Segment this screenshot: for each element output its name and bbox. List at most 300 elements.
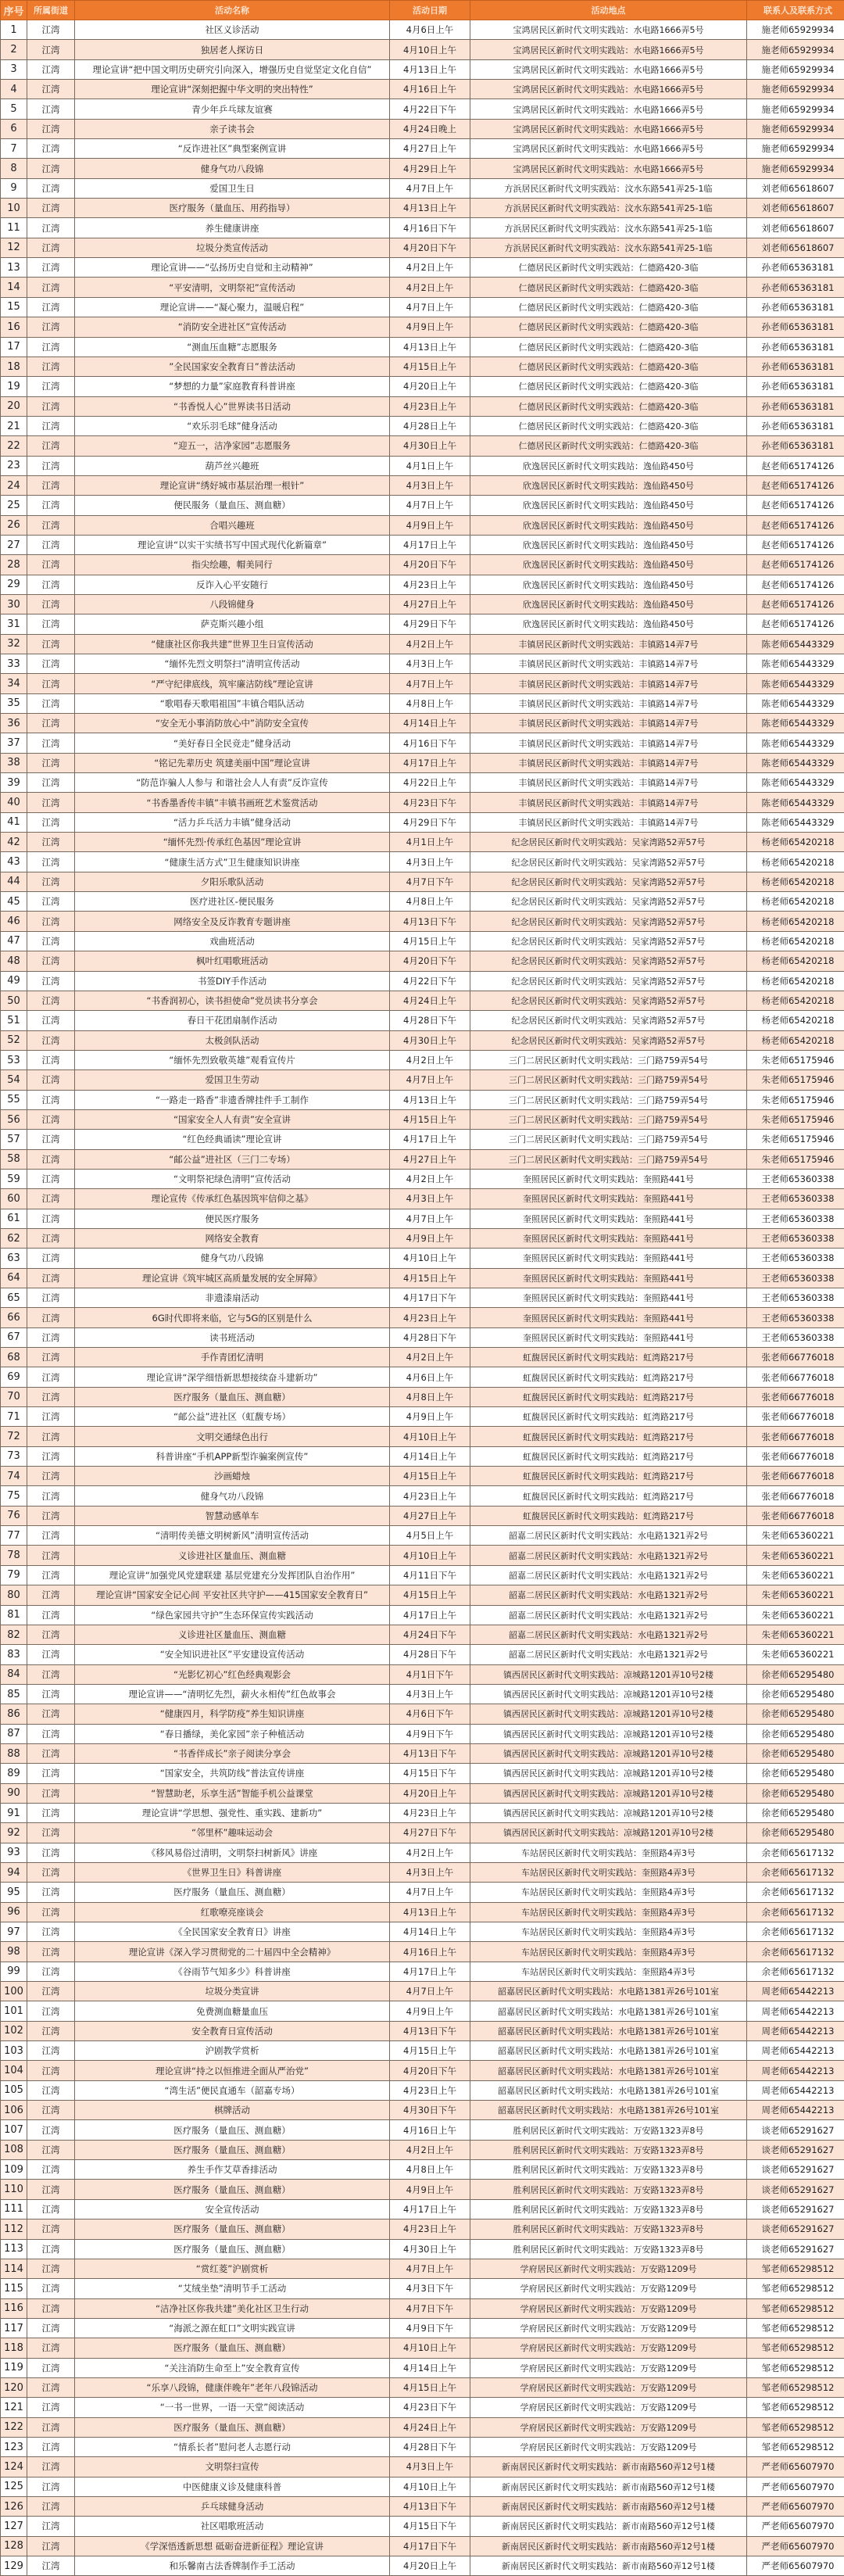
cell-street: 江湾 [27, 2298, 75, 2318]
cell-activity-date: 4月7日上午 [390, 178, 470, 198]
cell-contact: 朱老师65360221 [747, 1565, 844, 1585]
cell-contact: 陈老师65443329 [747, 714, 844, 733]
cell-activity-date: 4月3日上午 [390, 1189, 470, 1209]
cell-index: 102 [1, 2021, 27, 2040]
cell-contact: 孙老师65363181 [747, 337, 844, 356]
cell-street: 江湾 [27, 812, 75, 832]
cell-street: 江湾 [27, 238, 75, 257]
cell-activity-date: 4月24日上午 [390, 2417, 470, 2437]
cell-activity-name: “健康社区你我共建”世界卫生日宣传活动 [75, 634, 390, 654]
cell-activity-location: 仁德居民区新时代文明实践站：仁德路420-3临 [470, 317, 747, 337]
table-row [1, 1605, 844, 1625]
cell-activity-name: 医疗服务（量血压、用药指导） [75, 199, 390, 218]
cell-contact: 陈老师65443329 [747, 654, 844, 674]
cell-street: 江湾 [27, 1605, 75, 1625]
table-row [1, 1427, 844, 1446]
table-row [1, 1030, 844, 1050]
cell-activity-date: 4月7日上午 [390, 1883, 470, 1902]
cell-activity-name: 便民医疗服务 [75, 1209, 390, 1228]
cell-activity-location: 镇西居民区新时代文明实践站：凉城路1201弄10号2楼 [470, 1764, 747, 1783]
cell-index: 55 [1, 1090, 27, 1109]
cell-contact: 赵老师65174126 [747, 535, 844, 554]
table-row [1, 278, 844, 297]
cell-street: 江湾 [27, 278, 75, 297]
cell-activity-name: “平安清明，文明祭祀”宣传活动 [75, 278, 390, 297]
cell-contact: 赵老师65174126 [747, 614, 844, 634]
cell-index: 23 [1, 456, 27, 475]
cell-activity-name: “一路走一路香”非遗香牌挂件手工制作 [75, 1090, 390, 1109]
cell-activity-date: 4月10日上午 [390, 40, 470, 59]
cell-contact: 邹老师65298512 [747, 2417, 844, 2437]
cell-activity-location: 三门二居民区新时代文明实践站：三门路759弄54号 [470, 1090, 747, 1109]
cell-contact: 徐老师65295480 [747, 1724, 844, 1743]
cell-activity-date: 4月9日上午 [390, 515, 470, 535]
cell-index: 64 [1, 1268, 27, 1288]
cell-activity-name: 理论宣讲“加强党风党建联建 基层党建充分发挥团队自治作用” [75, 1565, 390, 1585]
cell-contact: 孙老师65363181 [747, 436, 844, 456]
cell-contact: 谈老师65291627 [747, 2180, 844, 2199]
cell-street: 江湾 [27, 1308, 75, 1327]
cell-activity-date: 4月15日上午 [390, 2041, 470, 2061]
cell-street: 江湾 [27, 317, 75, 337]
cell-activity-date: 4月7日上午 [390, 674, 470, 693]
cell-activity-name: 太极剑队活动 [75, 1030, 390, 1050]
table-row [1, 1783, 844, 1803]
cell-activity-name: “活力乒乓活力丰镇”健身活动 [75, 812, 390, 832]
cell-street: 江湾 [27, 99, 75, 119]
cell-contact: 施老师65929934 [747, 59, 844, 79]
cell-index: 117 [1, 2318, 27, 2338]
cell-street: 江湾 [27, 1209, 75, 1228]
cell-street: 江湾 [27, 2101, 75, 2120]
cell-contact: 朱老师65175946 [747, 1070, 844, 1090]
table-row [1, 1288, 844, 1308]
cell-activity-date: 4月28日下午 [390, 1011, 470, 1030]
cell-contact: 周老师65442213 [747, 2021, 844, 2040]
table-row [1, 1327, 844, 1347]
cell-activity-date: 4月2日上午 [390, 634, 470, 654]
cell-index: 66 [1, 1308, 27, 1327]
cell-street: 江湾 [27, 1704, 75, 1724]
cell-activity-name: 网络安全及反诈教育专题讲座 [75, 912, 390, 931]
table-row [1, 1704, 844, 1724]
cell-activity-date: 4月15日下午 [390, 2517, 470, 2536]
cell-index: 51 [1, 1011, 27, 1030]
table-body [1, 20, 844, 2576]
cell-index: 128 [1, 2536, 27, 2556]
header-activity-location: 活动地点 [470, 1, 747, 20]
cell-street: 江湾 [27, 1823, 75, 1843]
table-row [1, 714, 844, 733]
table-row [1, 2279, 844, 2298]
cell-activity-name: 垃圾分类宣讲 [75, 1982, 390, 2001]
cell-activity-date: 4月30日下午 [390, 2101, 470, 2120]
cell-contact: 孙老师65363181 [747, 356, 844, 376]
cell-activity-name: “邮公益”进社区（虹馥专场） [75, 1407, 390, 1427]
cell-activity-location: 丰镇居民区新时代文明实践站：丰镇路14弄7号 [470, 693, 747, 713]
cell-index: 17 [1, 337, 27, 356]
cell-activity-name: “智慧助老，乐享生活”智能手机公益课堂 [75, 1783, 390, 1803]
cell-activity-location: 三门二居民区新时代文明实践站：三门路759弄54号 [470, 1050, 747, 1069]
cell-activity-name: “文明祭祀绿色清明”宣传活动 [75, 1169, 390, 1188]
cell-contact: 朱老师65360221 [747, 1526, 844, 1546]
table-row [1, 1209, 844, 1228]
cell-index: 74 [1, 1467, 27, 1486]
cell-index: 108 [1, 2140, 27, 2159]
cell-index: 1 [1, 20, 27, 40]
cell-street: 江湾 [27, 496, 75, 515]
cell-activity-location: 欣逸居民区新时代文明实践站：逸仙路450号 [470, 614, 747, 634]
cell-activity-date: 4月15日上午 [390, 931, 470, 951]
cell-activity-date: 4月27日上午 [390, 594, 470, 614]
table-row [1, 1109, 844, 1129]
cell-contact: 邹老师65298512 [747, 2358, 844, 2377]
cell-activity-date: 4月2日上午 [390, 1348, 470, 1367]
table-row [1, 991, 844, 1010]
cell-contact: 张老师66776018 [747, 1506, 844, 1525]
cell-index: 88 [1, 1743, 27, 1763]
cell-activity-location: 镇西居民区新时代文明实践站：凉城路1201弄10号2楼 [470, 1783, 747, 1803]
cell-street: 江湾 [27, 515, 75, 535]
cell-activity-name: 棋牌活动 [75, 2101, 390, 2120]
cell-contact: 余老师65617132 [747, 1942, 844, 1962]
table-row [1, 2437, 844, 2456]
cell-contact: 陈老师65443329 [747, 773, 844, 793]
table-row [1, 1843, 844, 1862]
table-row [1, 1883, 844, 1902]
cell-activity-location: 虹馥居民区新时代文明实践站：虹湾路217号 [470, 1506, 747, 1525]
table-row [1, 1228, 844, 1248]
cell-activity-name: 医疗服务（量血压、测血糖） [75, 1883, 390, 1902]
cell-contact: 朱老师65360221 [747, 1546, 844, 1565]
cell-activity-name: 亲子读书会 [75, 119, 390, 138]
cell-street: 江湾 [27, 793, 75, 812]
table-row [1, 872, 844, 891]
cell-activity-location: 胜利居民区新时代文明实践站：万安路1323弄8号 [470, 2220, 747, 2239]
cell-activity-name: “艾绒坐垫”清明节手工活动 [75, 2279, 390, 2298]
cell-street: 江湾 [27, 1407, 75, 1427]
table-row [1, 575, 844, 594]
cell-activity-date: 4月20日下午 [390, 2061, 470, 2080]
cell-index: 126 [1, 2496, 27, 2516]
cell-street: 江湾 [27, 59, 75, 79]
cell-contact: 杨老师65420218 [747, 872, 844, 891]
cell-index: 29 [1, 575, 27, 594]
table-row [1, 912, 844, 931]
cell-activity-location: 韶嘉居民区新时代文明实践站：水电路1381弄26号101室 [470, 2021, 747, 2040]
cell-activity-location: 方浜居民区新时代文明实践站：汶水东路541弄25-1临 [470, 199, 747, 218]
cell-activity-date: 4月6日下午 [390, 1704, 470, 1724]
cell-index: 34 [1, 674, 27, 693]
cell-activity-date: 4月23日上午 [390, 2080, 470, 2100]
table-row [1, 594, 844, 614]
cell-index: 44 [1, 872, 27, 891]
cell-street: 江湾 [27, 1764, 75, 1783]
cell-activity-location: 虹馥居民区新时代文明实践站：虹湾路217号 [470, 1427, 747, 1446]
cell-activity-location: 宝鸿居民区新时代文明实践站：水电路1666弄5号 [470, 20, 747, 40]
cell-contact: 赵老师65174126 [747, 456, 844, 475]
cell-activity-date: 4月27日下午 [390, 1823, 470, 1843]
cell-activity-location: 学府居民区新时代文明实践站：万安路1209号 [470, 2259, 747, 2278]
cell-index: 6 [1, 119, 27, 138]
cell-contact: 王老师65360338 [747, 1169, 844, 1188]
cell-activity-location: 新南居民区新时代文明实践站：新市南路560弄12号1楼 [470, 2517, 747, 2536]
cell-index: 21 [1, 416, 27, 435]
cell-activity-location: 丰镇居民区新时代文明实践站：丰镇路14弄7号 [470, 674, 747, 693]
cell-activity-date: 4月3日下午 [390, 2279, 470, 2298]
cell-index: 5 [1, 99, 27, 119]
cell-contact: 杨老师65420218 [747, 912, 844, 931]
cell-activity-location: 韶嘉居民区新时代文明实践站：水电路1381弄26号101室 [470, 1982, 747, 2001]
cell-street: 江湾 [27, 2120, 75, 2140]
cell-street: 江湾 [27, 377, 75, 396]
table-row [1, 1446, 844, 1466]
cell-street: 江湾 [27, 178, 75, 198]
cell-index: 72 [1, 1427, 27, 1446]
cell-activity-date: 4月7日上午 [390, 297, 470, 317]
cell-street: 江湾 [27, 2080, 75, 2100]
cell-contact: 陈老师65443329 [747, 812, 844, 832]
cell-activity-name: “乐享八段锦，健康伴晚年”老年八段锦活动 [75, 2377, 390, 2397]
cell-street: 江湾 [27, 1149, 75, 1169]
cell-activity-location: 虹馥居民区新时代文明实践站：虹湾路217号 [470, 1367, 747, 1387]
cell-activity-location: 宝鸿居民区新时代文明实践站：水电路1666弄5号 [470, 99, 747, 119]
cell-index: 98 [1, 1942, 27, 1962]
cell-contact: 陈老师65443329 [747, 793, 844, 812]
cell-activity-name: 中医健康义诊及健康科普 [75, 2477, 390, 2496]
cell-street: 江湾 [27, 753, 75, 772]
table-row [1, 2140, 844, 2159]
cell-index: 54 [1, 1070, 27, 1090]
cell-contact: 孙老师65363181 [747, 317, 844, 337]
cell-contact: 赵老师65174126 [747, 575, 844, 594]
cell-activity-location: 仁德居民区新时代文明实践站：仁德路420-3临 [470, 396, 747, 416]
cell-street: 江湾 [27, 1645, 75, 1664]
cell-activity-location: 学府居民区新时代文明实践站：万安路1209号 [470, 2437, 747, 2456]
cell-activity-location: 奎照居民区新时代文明实践站：奎照路441号 [470, 1228, 747, 1248]
cell-activity-date: 4月1日下午 [390, 1664, 470, 1684]
cell-index: 82 [1, 1625, 27, 1644]
cell-activity-name: 指尖绘趣，帽美同行 [75, 555, 390, 575]
cell-contact: 杨老师65420218 [747, 951, 844, 971]
cell-contact: 杨老师65420218 [747, 1011, 844, 1030]
cell-activity-name: 春日干花团扇制作活动 [75, 1011, 390, 1030]
table-row [1, 1902, 844, 1922]
cell-index: 26 [1, 515, 27, 535]
cell-contact: 周老师65442213 [747, 2041, 844, 2061]
cell-activity-name: 智慧动感单车 [75, 1506, 390, 1525]
cell-activity-name: “邮公益”进社区（三门二专场） [75, 1149, 390, 1169]
cell-street: 江湾 [27, 1684, 75, 1704]
cell-activity-name: 便民服务（量血压、测血糖） [75, 496, 390, 515]
cell-contact: 严老师65607970 [747, 2457, 844, 2477]
table-row [1, 1348, 844, 1367]
cell-street: 江湾 [27, 693, 75, 713]
cell-contact: 王老师65360338 [747, 1327, 844, 1347]
cell-activity-date: 4月6日上午 [390, 20, 470, 40]
table-row [1, 1486, 844, 1506]
cell-index: 18 [1, 356, 27, 376]
cell-activity-date: 4月3日上午 [390, 654, 470, 674]
table-row [1, 733, 844, 753]
cell-index: 4 [1, 80, 27, 99]
cell-street: 江湾 [27, 2437, 75, 2456]
cell-activity-date: 4月13日上午 [390, 59, 470, 79]
cell-activity-location: 新南居民区新时代文明实践站：新市南路560弄12号1楼 [470, 2496, 747, 2516]
cell-activity-name: 理论宣传《传承红色基因筑牢信仰之基》 [75, 1189, 390, 1209]
cell-activity-date: 4月17日上午 [390, 535, 470, 554]
cell-street: 江湾 [27, 1883, 75, 1902]
cell-activity-name: 读书班活动 [75, 1327, 390, 1347]
table-row [1, 1249, 844, 1268]
cell-activity-name: “梦想的力量”家庭教育科普讲座 [75, 377, 390, 396]
cell-index: 12 [1, 238, 27, 257]
cell-activity-location: 丰镇居民区新时代文明实践站：丰镇路14弄7号 [470, 714, 747, 733]
cell-contact: 余老师65617132 [747, 1883, 844, 1902]
cell-index: 121 [1, 2398, 27, 2417]
table-row [1, 1764, 844, 1783]
cell-contact: 朱老师65360221 [747, 1585, 844, 1605]
cell-contact: 张老师66776018 [747, 1407, 844, 1427]
cell-activity-location: 方浜居民区新时代文明实践站：汶水东路541弄25-1临 [470, 178, 747, 198]
cell-activity-date: 4月23日上午 [390, 575, 470, 594]
cell-contact: 徐老师65295480 [747, 1684, 844, 1704]
cell-activity-location: 新南居民区新时代文明实践站：新市南路560弄12号1楼 [470, 2556, 747, 2576]
cell-index: 48 [1, 951, 27, 971]
cell-activity-name: 《世界卫生日》科普讲座 [75, 1862, 390, 1882]
cell-index: 93 [1, 1843, 27, 1862]
cell-index: 60 [1, 1189, 27, 1209]
cell-contact: 王老师65360338 [747, 1249, 844, 1268]
cell-activity-name: 非遗漆扇活动 [75, 1288, 390, 1308]
cell-activity-location: 仁德居民区新时代文明实践站：仁德路420-3临 [470, 356, 747, 376]
table-row [1, 1684, 844, 1704]
cell-activity-date: 4月13日上午 [390, 1090, 470, 1109]
cell-activity-name: 葫芦丝兴趣班 [75, 456, 390, 475]
cell-contact: 朱老师65175946 [747, 1090, 844, 1109]
cell-activity-name: 网络安全教育 [75, 1228, 390, 1248]
cell-index: 124 [1, 2457, 27, 2477]
cell-contact: 周老师65442213 [747, 1982, 844, 2001]
cell-contact: 邹老师65298512 [747, 2338, 844, 2358]
table-row [1, 2556, 844, 2576]
cell-activity-location: 学府居民区新时代文明实践站：万安路1209号 [470, 2298, 747, 2318]
cell-index: 101 [1, 2001, 27, 2021]
table-row [1, 812, 844, 832]
cell-contact: 施老师65929934 [747, 119, 844, 138]
cell-activity-date: 4月28日下午 [390, 1327, 470, 1347]
cell-activity-location: 韶嘉居民区新时代文明实践站：水电路1381弄26号101室 [470, 2061, 747, 2080]
cell-activity-name: 八段锦健身 [75, 594, 390, 614]
cell-index: 3 [1, 59, 27, 79]
cell-activity-name: “国家安全，共筑防线”普法宣传讲座 [75, 1764, 390, 1783]
cell-street: 江湾 [27, 575, 75, 594]
cell-index: 115 [1, 2279, 27, 2298]
cell-activity-location: 纪念居民区新时代文明实践站：吴家湾路52弄57号 [470, 971, 747, 991]
cell-activity-date: 4月3日上午 [390, 852, 470, 872]
cell-activity-date: 4月16日下午 [390, 218, 470, 238]
cell-street: 江湾 [27, 1427, 75, 1446]
cell-activity-name: “海派之源在虹口”文明实践宣讲 [75, 2318, 390, 2338]
cell-activity-location: 韶嘉二居民区新时代文明实践站：水电路1321弄2号 [470, 1585, 747, 1605]
table-row [1, 1664, 844, 1684]
cell-activity-location: 方浜居民区新时代文明实践站：汶水东路541弄25-1临 [470, 218, 747, 238]
cell-street: 江湾 [27, 2199, 75, 2219]
cell-street: 江湾 [27, 1902, 75, 1922]
cell-street: 江湾 [27, 1982, 75, 2001]
cell-index: 76 [1, 1506, 27, 1525]
cell-activity-name: “安全无小事消防放心中”消防安全宣传 [75, 714, 390, 733]
cell-index: 10 [1, 199, 27, 218]
cell-activity-name: “防范诈骗人人参与 和谐社会人人有责”反诈宣传 [75, 773, 390, 793]
table-row [1, 2021, 844, 2040]
cell-activity-date: 4月28日下午 [390, 2437, 470, 2456]
cell-street: 江湾 [27, 297, 75, 317]
cell-street: 江湾 [27, 2279, 75, 2298]
table-row [1, 1149, 844, 1169]
cell-activity-location: 胜利居民区新时代文明实践站：万安路1323弄8号 [470, 2120, 747, 2140]
cell-activity-location: 学府居民区新时代文明实践站：万安路1209号 [470, 2318, 747, 2338]
cell-contact: 周老师65442213 [747, 2080, 844, 2100]
table-row [1, 59, 844, 79]
cell-activity-location: 车站居民区新时代文明实践站：奎照路4弄3号 [470, 1862, 747, 1882]
cell-index: 79 [1, 1565, 27, 1585]
cell-activity-date: 4月16日下午 [390, 733, 470, 753]
cell-activity-location: 纪念居民区新时代文明实践站：吴家湾路52弄57号 [470, 892, 747, 912]
cell-activity-date: 4月16日上午 [390, 1942, 470, 1962]
cell-activity-name: 理论宣讲“学思想、强党性、重实践、建新功” [75, 1803, 390, 1822]
cell-activity-location: 奎照居民区新时代文明实践站：奎照路441号 [470, 1327, 747, 1347]
cell-activity-name: “反诈进社区”典型案例宣讲 [75, 139, 390, 159]
cell-activity-name: 理论宣讲“以实干实绩书写中国式现代化新篇章” [75, 535, 390, 554]
cell-street: 江湾 [27, 2417, 75, 2437]
cell-contact: 施老师65929934 [747, 139, 844, 159]
cell-index: 15 [1, 297, 27, 317]
cell-contact: 王老师65360338 [747, 1308, 844, 1327]
cell-activity-name: 《谷雨节气知多少》科普讲座 [75, 1962, 390, 1981]
cell-activity-date: 4月7日上午 [390, 1982, 470, 2001]
cell-street: 江湾 [27, 258, 75, 278]
cell-street: 江湾 [27, 2259, 75, 2278]
cell-activity-name: 义诊进社区量血压、测血糖 [75, 1625, 390, 1644]
table-row [1, 456, 844, 475]
cell-contact: 杨老师65420218 [747, 852, 844, 872]
cell-activity-name: 乒乓球健身活动 [75, 2496, 390, 2516]
cell-index: 46 [1, 912, 27, 931]
cell-street: 江湾 [27, 2160, 75, 2180]
table-row [1, 2358, 844, 2377]
table-row [1, 1367, 844, 1387]
cell-contact: 周老师65442213 [747, 2101, 844, 2120]
cell-activity-name: “书香悦人心”世界读书日活动 [75, 396, 390, 416]
cell-contact: 陈老师65443329 [747, 733, 844, 753]
cell-index: 78 [1, 1546, 27, 1565]
cell-street: 江湾 [27, 931, 75, 951]
cell-contact: 徐老师65295480 [747, 1823, 844, 1843]
cell-contact: 施老师65929934 [747, 40, 844, 59]
table-row [1, 2477, 844, 2496]
cell-activity-name: “红色经典诵读”理论宣讲 [75, 1130, 390, 1149]
cell-street: 江湾 [27, 714, 75, 733]
cell-index: 99 [1, 1962, 27, 1981]
cell-activity-name: 《全民国家安全教育日》讲座 [75, 1922, 390, 1942]
cell-activity-date: 4月22日下午 [390, 971, 470, 991]
cell-contact: 邹老师65298512 [747, 2377, 844, 2397]
cell-activity-location: 三门二居民区新时代文明实践站：三门路759弄54号 [470, 1130, 747, 1149]
cell-activity-name: “赏红菱”沪剧赏析 [75, 2259, 390, 2278]
cell-activity-date: 4月20日上午 [390, 377, 470, 396]
cell-contact: 刘老师65618607 [747, 238, 844, 257]
